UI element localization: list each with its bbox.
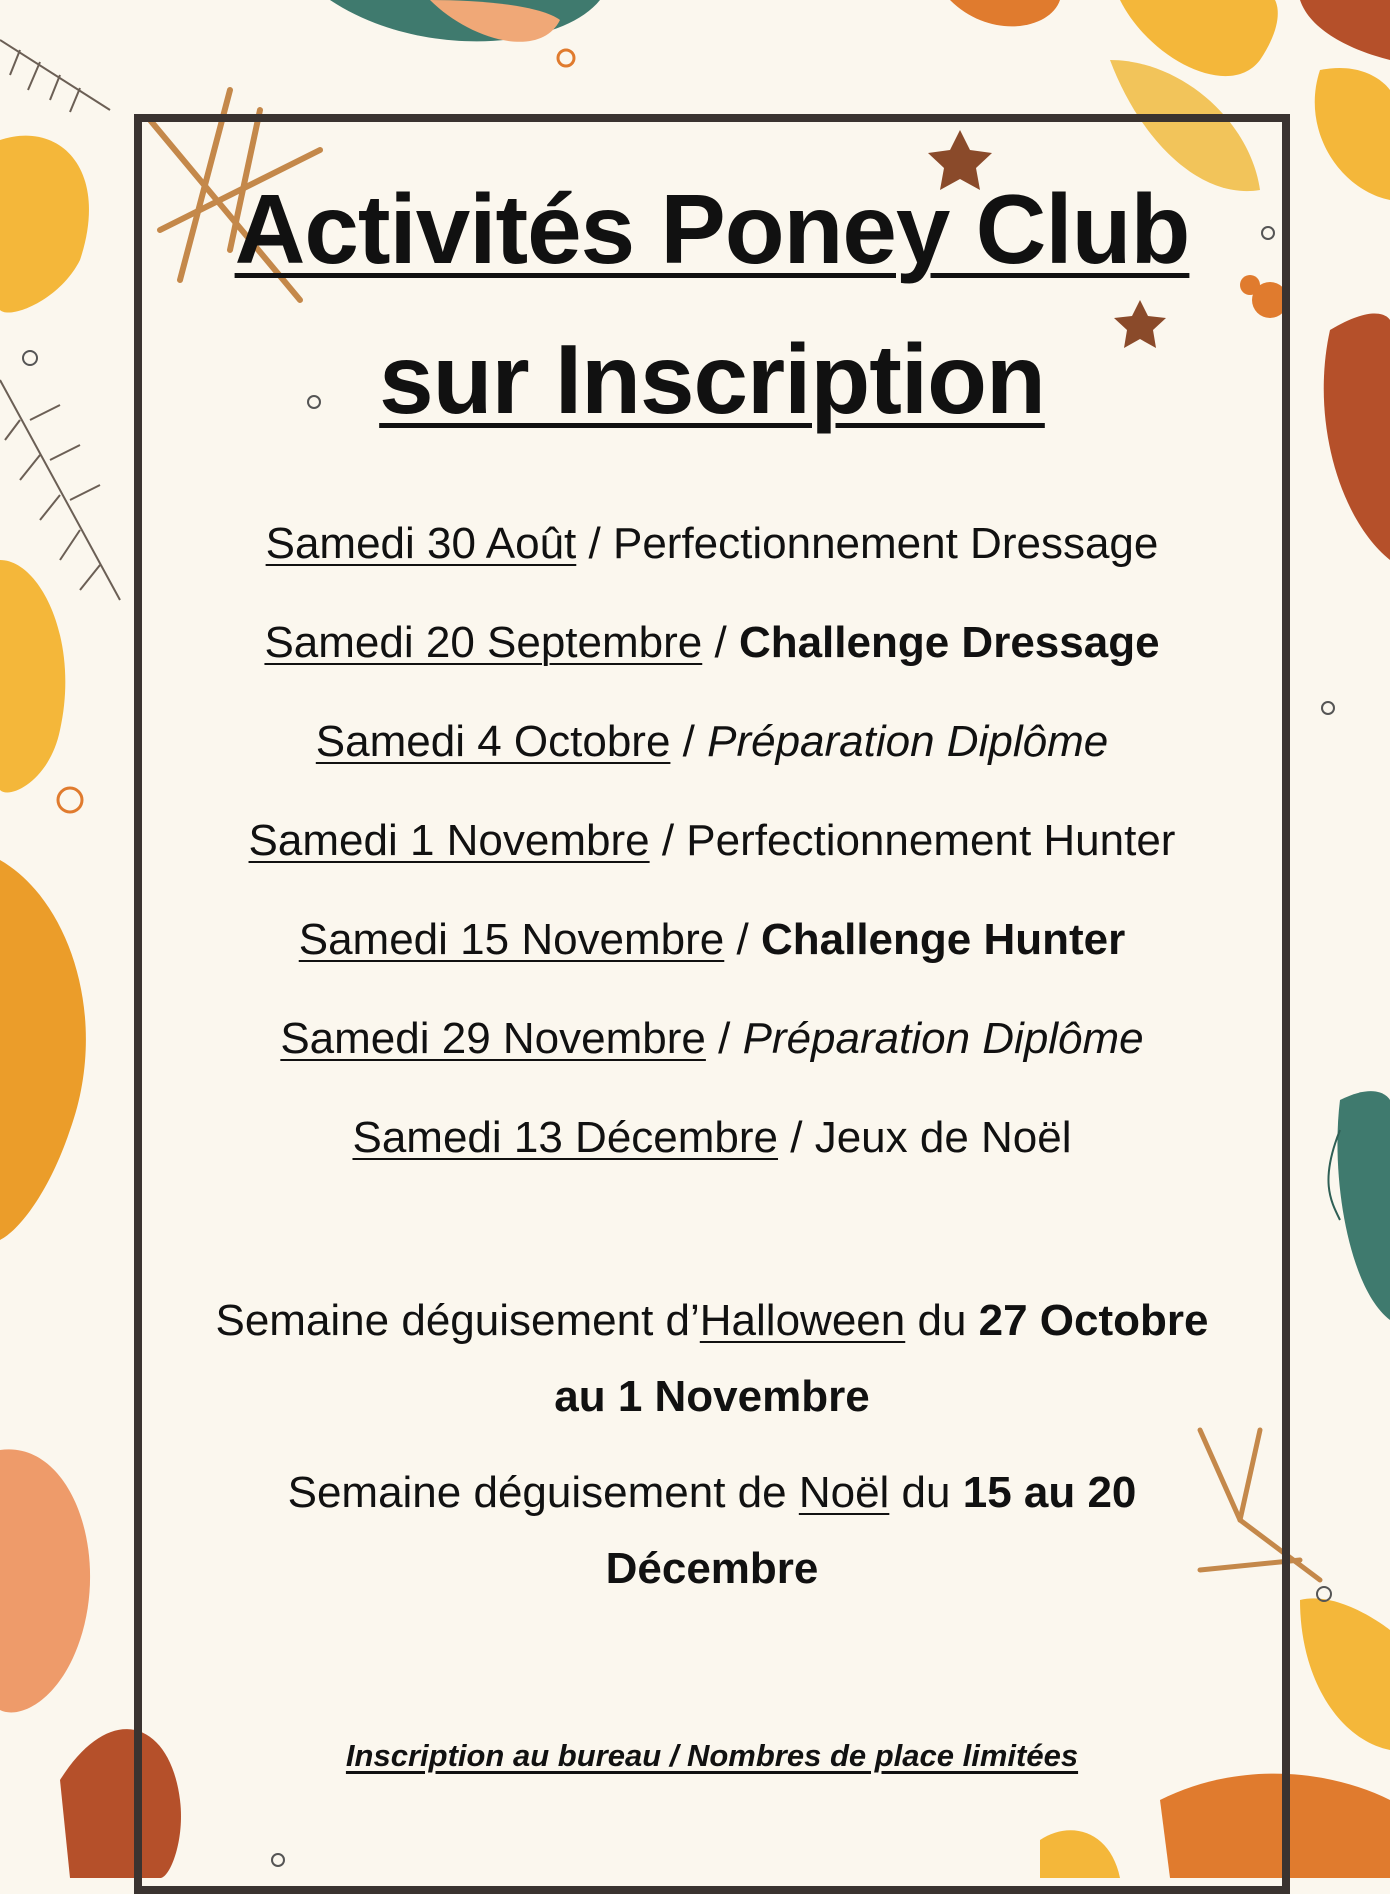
event-date: Samedi 29 Novembre	[280, 1014, 706, 1063]
event-separator: /	[778, 1113, 815, 1162]
week-dates-1: 15 au 20	[962, 1468, 1137, 1517]
event-activity: Challenge Dressage	[738, 618, 1160, 667]
halloween-week	[152, 1283, 1272, 1435]
event-activity: Perfectionnement Dressage	[612, 519, 1159, 568]
week-prefix: Semaine déguisement d’	[215, 1296, 700, 1345]
page-title-line1: Activités Poney Club	[234, 174, 1190, 284]
event-date: Samedi 20 Septembre	[264, 618, 703, 667]
event-separator: /	[724, 915, 761, 964]
leaf-icon	[1300, 0, 1390, 60]
event-row	[142, 692, 1282, 791]
leaf-icon	[0, 1449, 90, 1712]
noel-week	[152, 1455, 1272, 1607]
week-dates-1: 27 Octobre	[978, 1296, 1209, 1345]
leaf-icon	[0, 136, 89, 313]
event-date: Samedi 30 Août	[265, 519, 577, 568]
event-row	[142, 1088, 1282, 1187]
event-row	[142, 593, 1282, 692]
event-separator: /	[576, 519, 613, 568]
event-activity: Préparation Diplôme	[742, 1014, 1144, 1063]
week-mid: du	[905, 1296, 979, 1345]
event-activity: Jeux de Noël	[814, 1113, 1072, 1162]
event-date: Samedi 15 Novembre	[298, 915, 725, 964]
event-activity: Challenge Hunter	[760, 915, 1126, 964]
page-title-line2: sur Inscription	[379, 324, 1045, 434]
leaf-icon	[1337, 1091, 1390, 1320]
fern-icon	[0, 40, 120, 600]
event-separator: /	[649, 816, 687, 865]
leaf-icon	[0, 860, 86, 1240]
poster-content	[142, 122, 1282, 1607]
leaf-icon	[1324, 313, 1390, 560]
leaf-icon	[1315, 68, 1390, 200]
leaf-icon	[1300, 1598, 1390, 1750]
week-dates-2: au 1 Novembre	[554, 1372, 870, 1421]
event-activity: Perfectionnement Hunter	[686, 816, 1176, 865]
leaf-icon	[0, 560, 65, 793]
event-date: Samedi 4 Octobre	[315, 717, 671, 766]
event-separator: /	[702, 618, 739, 667]
week-dates-2: Décembre	[605, 1544, 819, 1593]
week-mid: du	[889, 1468, 963, 1517]
events-list	[142, 494, 1282, 1187]
event-separator: /	[705, 1014, 743, 1063]
event-row	[142, 791, 1282, 890]
event-row	[142, 890, 1282, 989]
leaf-icon	[950, 0, 1060, 26]
event-date: Samedi 13 Décembre	[352, 1113, 779, 1162]
event-activity: Préparation Diplôme	[707, 717, 1109, 766]
week-prefix: Semaine déguisement de	[287, 1468, 799, 1517]
event-date: Samedi 1 Novembre	[248, 816, 650, 865]
event-row	[142, 494, 1282, 593]
event-separator: /	[670, 717, 708, 766]
footer-note: Inscription au bureau / Nombres de place limitées	[345, 1738, 1079, 1773]
week-name: Noël	[798, 1468, 890, 1517]
week-name: Halloween	[699, 1296, 906, 1345]
event-row	[142, 989, 1282, 1088]
